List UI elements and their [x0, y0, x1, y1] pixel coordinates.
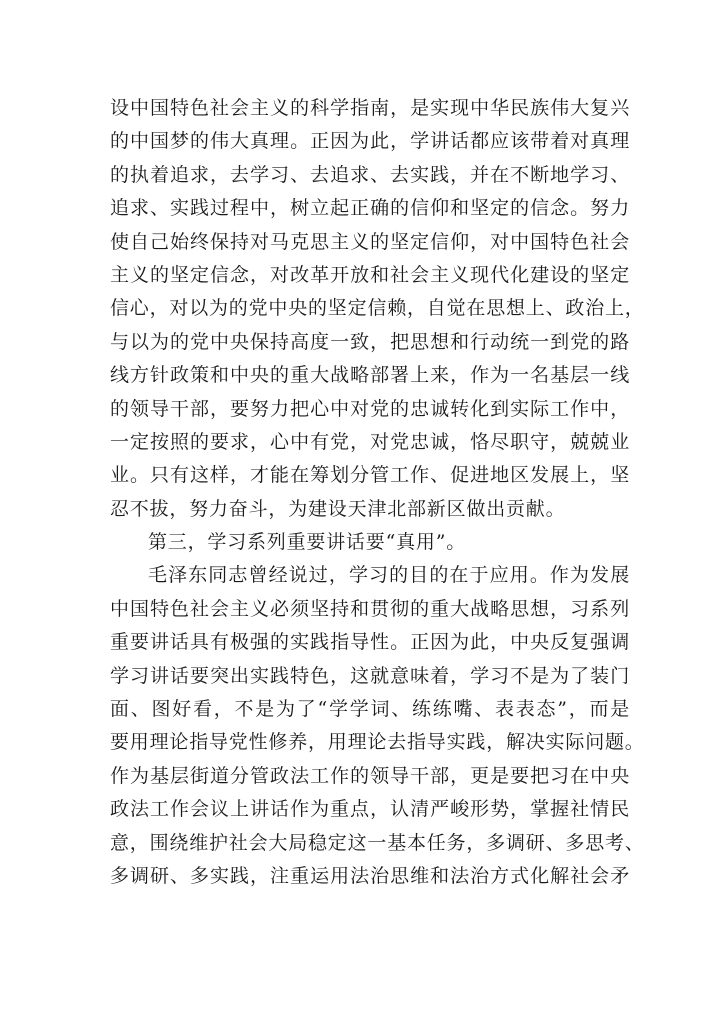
text-line: 业。只有这样，才能在筹划分管工作、促进地区发展上，坚 — [110, 464, 630, 487]
text-line: 多调研、多实践，注重运用法治思维和法治方式化解社会矛 — [110, 864, 630, 887]
text-line: 主义的坚定信念，对改革开放和社会主义现代化建设的坚定 — [110, 263, 630, 286]
text-line: 中国特色社会主义必须坚持和贯彻的重大战略思想，习系列 — [110, 597, 630, 620]
text-line: 忍不拔，努力奋斗，为建设天津北部新区做出贡献。 — [110, 497, 566, 520]
text-line: 作为基层街道分管政法工作的领导干部，更是要把习在中央 — [110, 764, 630, 787]
text-line: 毛泽东同志曾经说过，学习的目的在于应用。作为发展 — [148, 564, 630, 587]
paragraph — [110, 559, 645, 893]
text-line: 一定按照的要求，心中有党，对党忠诚，恪尽职守，兢兢业 — [110, 430, 630, 453]
text-line: 政法工作会议上讲话作为重点，认清严峻形势，掌握社情民 — [110, 798, 630, 821]
text-line: 与以为的党中央保持高度一致，把思想和行动统一到党的路 — [110, 330, 630, 353]
text-line: 追求、实践过程中，树立起正确的信仰和坚定的信念。努力 — [110, 197, 630, 220]
text-line: 的领导干部，要努力把心中对党的忠诚转化到实际工作中， — [110, 397, 630, 420]
text-line: 意，围绕维护社会大局稳定这一基本任务，多调研、多思考、 — [110, 831, 645, 854]
paragraph — [110, 526, 630, 559]
text-line: 重要讲话具有极强的实践指导性。正因为此，中央反复强调 — [110, 631, 630, 654]
paragraph — [110, 92, 645, 526]
text-line: 的执着追求，去学习、去追求、去实践，并在不断地学习、 — [110, 163, 630, 186]
document-body — [110, 92, 645, 893]
text-line: 设中国特色社会主义的科学指南，是实现中华民族伟大复兴 — [110, 97, 630, 119]
text-line: 信心，对以为的党中央的坚定信赖，自觉在思想上、政治上， — [110, 297, 645, 320]
text-line: 线方针政策和中央的重大战略部署上来，作为一名基层一线 — [110, 364, 630, 387]
text-line: 要用理论指导党性修养，用理论去指导实践，解决实际问题。 — [110, 731, 645, 754]
text-line: 第三，学习系列重要讲话要“真用”。 — [148, 531, 467, 554]
text-line: 的中国梦的伟大真理。正因为此，学讲话都应该带着对真理 — [110, 130, 630, 153]
text-line: 学习讲话要突出实践特色，这就意味着，学习不是为了装门 — [110, 664, 630, 687]
text-line: 使自己始终保持对马克思主义的坚定信仰，对中国特色社会 — [110, 230, 630, 253]
text-line: 面、图好看，不是为了“学学词、练练嘴、表表态”，而是 — [110, 698, 630, 721]
